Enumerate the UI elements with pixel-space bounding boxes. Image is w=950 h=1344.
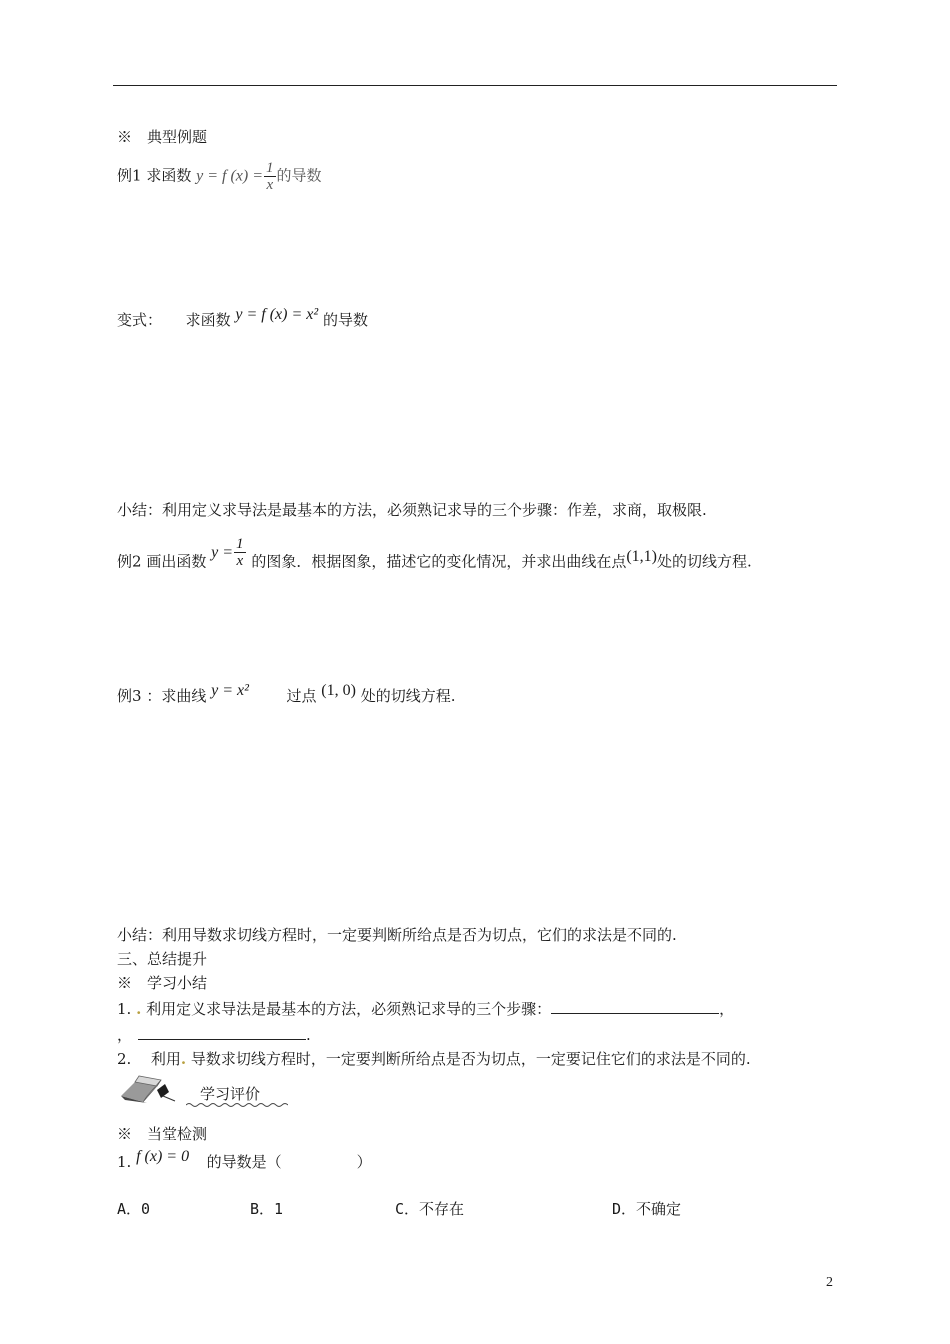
item-1-number: 1. xyxy=(117,1000,132,1018)
variant-formula: y = f (x) = x² xyxy=(235,306,319,323)
question-1-text: 的导数是（ ） xyxy=(206,1153,372,1171)
option-b[interactable]: B．1 xyxy=(250,1200,284,1218)
item-2-text-a: 利用 xyxy=(150,1050,181,1068)
fraction-denominator: x xyxy=(266,177,274,193)
summary-definition-method: 小结：利用定义求导法是最基本的方法，必须熟记求导的三个步骤：作差，求商，取极限. xyxy=(117,501,707,519)
example-1 xyxy=(117,160,322,193)
example-1-formula: y = f (x) = xyxy=(196,167,264,185)
item-1-end: . xyxy=(306,1026,311,1044)
section-heading-class-test: ※ 当堂检测 xyxy=(117,1125,208,1143)
question-1 xyxy=(117,1148,372,1173)
variant-suffix: 的导数 xyxy=(322,311,368,329)
section-heading-examples: ※ 典型例题 xyxy=(117,128,208,146)
summary-item-1 xyxy=(117,999,734,1019)
example-3-point: (1, 0) xyxy=(321,682,356,699)
variant-exercise xyxy=(117,306,368,331)
item-1-text: 利用定义求导法是最基本的方法，必须熟记求导的三个步骤： xyxy=(146,1000,552,1018)
example-2-fraction xyxy=(234,536,246,569)
example-1-text: 求函数 xyxy=(146,166,192,185)
example-2-suffix: 处的切线方程. xyxy=(656,552,752,571)
evaluation-title: 学习评价 xyxy=(200,1085,261,1103)
example-3-formula: y = x² xyxy=(211,682,249,699)
example-3-text: ：求曲线 xyxy=(146,687,207,705)
summary-tangent-method: 小结：利用导数求切线方程时，一定要判断所给点是否为切点，它们的求法是不同的. xyxy=(117,926,677,944)
summary-item-1-continued xyxy=(117,1025,311,1045)
fraction-denominator: x xyxy=(236,553,244,569)
page-number: 2 xyxy=(826,1275,833,1290)
option-c[interactable]: C．不存在 xyxy=(395,1200,465,1218)
summary-item-2 xyxy=(117,1049,751,1069)
option-a[interactable]: A．0 xyxy=(117,1200,151,1218)
variant-label: 变式： xyxy=(117,311,163,329)
book-icon xyxy=(117,1074,181,1104)
example-3-suffix: 处的切线方程. xyxy=(360,687,456,705)
example-3-mid: 过点 xyxy=(286,687,317,705)
wavy-underline xyxy=(186,1102,288,1108)
question-1-number: 1. xyxy=(117,1153,132,1171)
item-1-marker: . xyxy=(136,1000,142,1018)
example-1-fraction xyxy=(264,160,276,193)
blank-step-2[interactable] xyxy=(138,1025,306,1040)
example-2 xyxy=(117,536,752,579)
fraction-numerator: 1 xyxy=(266,160,274,176)
item-1-comma: ， xyxy=(719,1000,735,1018)
item-1-cont-comma: ， xyxy=(117,1026,133,1044)
header-rule xyxy=(113,85,837,86)
item-2-text-b: 导数求切线方程时，一定要判断所给点是否为切点，一定要记住它们的求法是不同的. xyxy=(190,1050,751,1068)
example-2-text: 画出函数 xyxy=(146,552,207,571)
variant-text: 求函数 xyxy=(185,311,231,329)
example-2-point: (1,1) xyxy=(626,547,657,565)
item-2-number: 2. xyxy=(117,1050,132,1068)
section-heading-study-summary: ※ 学习小结 xyxy=(117,974,208,992)
example-1-label: 例1 xyxy=(117,166,142,185)
example-3-label: 例3 xyxy=(117,687,142,705)
example-2-formula: y = xyxy=(211,543,234,561)
option-d[interactable]: D．不确定 xyxy=(612,1200,682,1218)
blank-step-1[interactable] xyxy=(551,999,719,1014)
item-2-marker: . xyxy=(180,1050,187,1068)
example-1-suffix: 的导数 xyxy=(276,166,322,185)
section-heading-conclusion: 三、总结提升 xyxy=(117,950,208,968)
fraction-numerator: 1 xyxy=(236,536,244,552)
example-2-mid: 的图象．根据图象，描述它的变化情况，并求出曲线在点 xyxy=(251,552,627,571)
example-2-label: 例2 xyxy=(117,552,142,571)
example-3 xyxy=(117,682,456,707)
question-1-formula: f (x) = 0 xyxy=(136,1148,190,1165)
